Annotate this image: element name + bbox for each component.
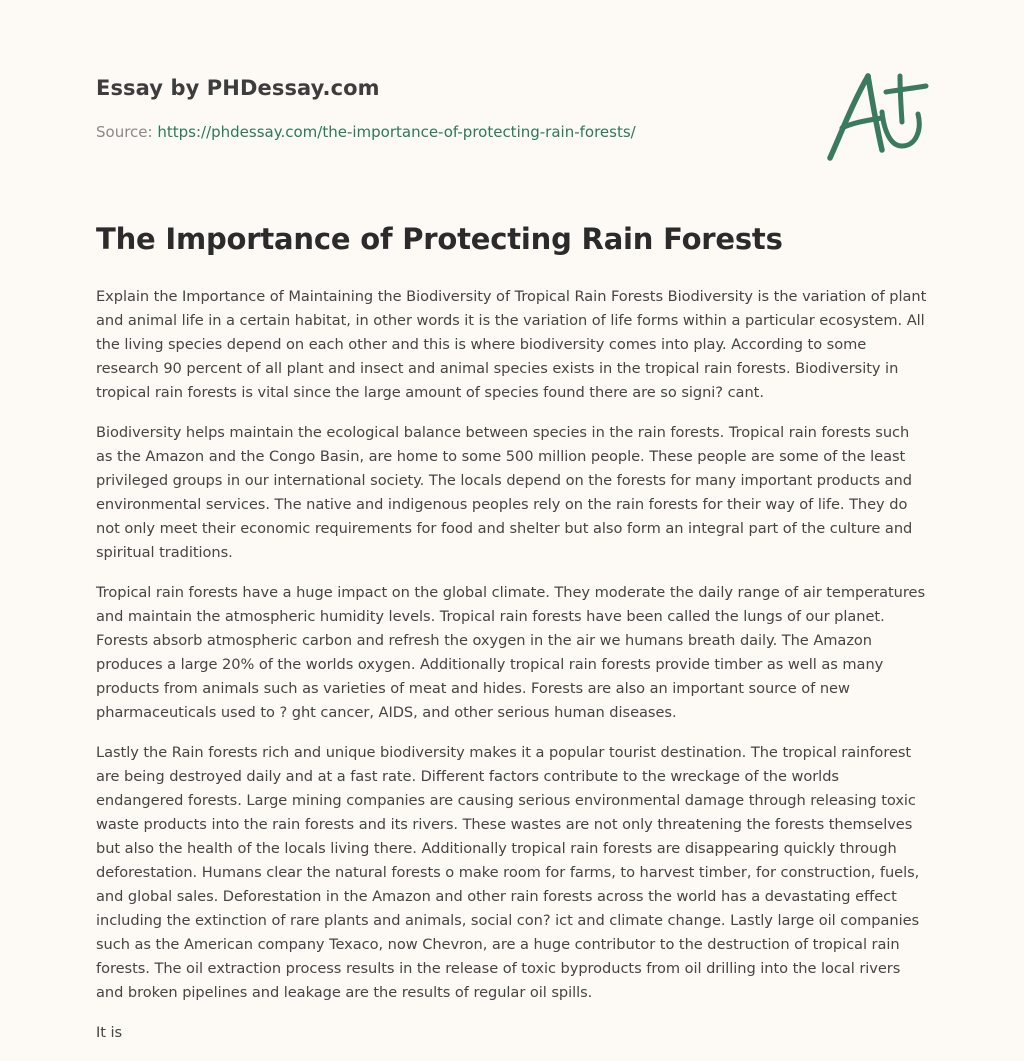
essay-paragraph-4: Lastly the Rain forests rich and unique biodiversity makes it a popular tourist destination. The tropical rainforest are being destroyed daily and at a fast rate. Different factors contribute to the wreckage of the worlds endangered forests. Large mining companies are causing serious environmental damage through releasing toxic waste products into the rain forests and its rivers. These wastes are not only threatening the forests themselves but also the health of the locals living there. Additionally tropical rain forests are disappearing quickly through deforestation. Humans clear the natural forests o make room for farms, to harvest timber, for construction, fuels, and global sales. Deforestation in the Amazon and other rain forests across the world has a devastating effect including the extinction of rare plants and animals, social con? ict and climate change. Lastly large oil companies such as the American company Texaco, now Chevron, are a huge contributor to the destruction of tropical rain forests. The oil extraction process results in the release of toxic byproducts from oil drilling into the local rivers and broken pipelines and leakage are the results of regular oil spills. (96, 744, 920, 1001)
source-label: Source: (96, 123, 153, 141)
essay-paragraph-3: Tropical rain forests have a huge impact on the global climate. They moderate the daily range of air temperatures and maintain the atmospheric humidity levels. Tropical rain forests have been called the lungs of our planet. Forests absorb atmospheric carbon and refresh the oxygen in the air we humans breath daily. The Amazon produces a large 20% of the worlds oxygen. Additionally tropical rain forests provide timber as well as many products from animals such as varieties of meat and hides. Forests are also an important source of new pharmaceuticals used to ? ght cancer, AIDS, and other serious human diseases. (96, 584, 925, 721)
source-link[interactable]: https://phdessay.com/the-importance-of-protecting-rain-forests/ (157, 123, 636, 141)
source-line (96, 123, 636, 141)
site-brand: Essay by PHDessay.com (96, 76, 380, 100)
a-plus-logo-icon (820, 66, 932, 166)
essay-paragraph-1: Explain the Importance of Maintaining the Biodiversity of Tropical Rain Forests Biodiversity is the variation of plant and animal life in a certain habitat, in other words it is the variation of life forms within a particular ecosystem. All the living species depend on each other and this is where biodiversity comes into play. According to some research 90 percent of all plant and insect and animal species exists in the tropical rain forests. Biodiversity in tropical rain forests is vital since the large amount of species found there are so signi? cant. (96, 288, 927, 401)
essay-body (96, 285, 928, 1061)
essay-title: The Importance of Protecting Rain Forests (96, 222, 783, 256)
essay-paragraph-2: Biodiversity helps maintain the ecological balance between species in the rain forests. Tropical rain forests such as the Amazon and the Congo Basin, are home to some 500 million people. These people are some of the least privileged groups in our international society. The locals depend on the forests for many important products and environmental services. The native and indigenous peoples rely on the rain forests for their way of life. They do not only meet their economic requirements for food and shelter but also form an integral part of the culture and spiritual traditions. (96, 424, 913, 561)
essay-paragraph-5: It is (96, 1024, 123, 1041)
